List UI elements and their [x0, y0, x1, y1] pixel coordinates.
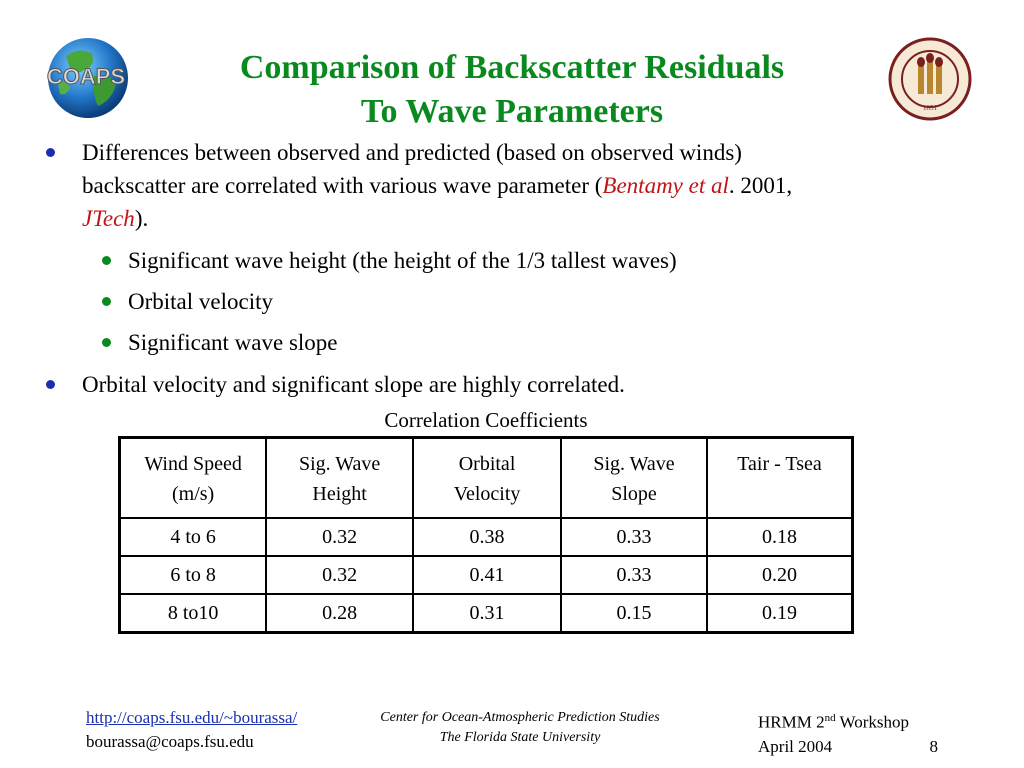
title-line-2: To Wave Parameters: [360, 93, 664, 130]
header-sig-wave-height: Sig. Wave Height: [266, 438, 413, 519]
footer-workshop: HRMM 2nd Workshop April 2004 8: [758, 706, 938, 759]
cell: 0.28: [266, 594, 413, 633]
cell: 0.19: [707, 594, 853, 633]
svg-text:COAPS: COAPS: [46, 64, 126, 89]
sub-bullet-3: Significant wave slope: [128, 328, 988, 358]
sub-bullet-1: Significant wave height (the height of the 1/3 tallest waves): [128, 246, 988, 276]
cell: 0.32: [266, 556, 413, 594]
cell: 6 to 8: [120, 556, 267, 594]
cell: 8 to10: [120, 594, 267, 633]
svg-text:1851: 1851: [923, 104, 937, 112]
sub-bullet-dot: [102, 256, 111, 265]
sub-bullet-dot: [102, 338, 111, 347]
bullet-dot: [46, 148, 55, 157]
header-tair-tsea: Tair - Tsea: [707, 438, 853, 519]
cell: 0.41: [413, 556, 561, 594]
sub-bullet-2: Orbital velocity: [128, 287, 988, 317]
fsu-seal-logo: [884, 36, 976, 122]
table-row: [120, 556, 853, 594]
correlation-table: [118, 436, 854, 634]
cell: 4 to 6: [120, 518, 267, 556]
cell: 0.20: [707, 556, 853, 594]
cell: 0.33: [561, 518, 707, 556]
table-row: [120, 594, 853, 633]
slide-title: [140, 46, 884, 134]
bullet-2: Orbital velocity and significant slope are highly correlated.: [82, 368, 982, 401]
citation-bentamy: Bentamy et al: [602, 173, 729, 198]
page-number: 8: [929, 736, 938, 756]
cell: 0.18: [707, 518, 853, 556]
cell: 0.31: [413, 594, 561, 633]
footer-date: April 2004: [758, 736, 833, 756]
coaps-logo: [36, 36, 136, 122]
header-sig-wave-slope: Sig. Wave Slope: [561, 438, 707, 519]
bullet-1: Differences between observed and predicted (based on observed winds) backscatter are correlated with various wave parameter (Bentamy et al. 2001, JTech).: [82, 136, 982, 235]
footer-contact: [86, 706, 297, 754]
sub-bullet-dot: [102, 297, 111, 306]
bullet-dot: [46, 380, 55, 389]
title-line-1: Comparison of Backscatter Residuals: [239, 49, 785, 86]
table-header-row: [120, 438, 853, 519]
header-orbital-velocity: Orbital Velocity: [413, 438, 561, 519]
cell: 0.38: [413, 518, 561, 556]
homepage-link[interactable]: http://coaps.fsu.edu/~bourassa/: [86, 708, 298, 727]
cell: 0.15: [561, 594, 707, 633]
header-wind-speed: Wind Speed (m/s): [120, 438, 267, 519]
table-row: [120, 518, 853, 556]
footer-email: bourassa@coaps.fsu.edu: [86, 732, 254, 751]
footer-center: Center for Ocean-Atmospheric Prediction Studies The Florida State University: [380, 710, 660, 745]
citation-jtech: JTech: [82, 206, 135, 231]
table-caption: Correlation Coefficients: [384, 408, 588, 432]
cell: 0.33: [561, 556, 707, 594]
cell: 0.32: [266, 518, 413, 556]
